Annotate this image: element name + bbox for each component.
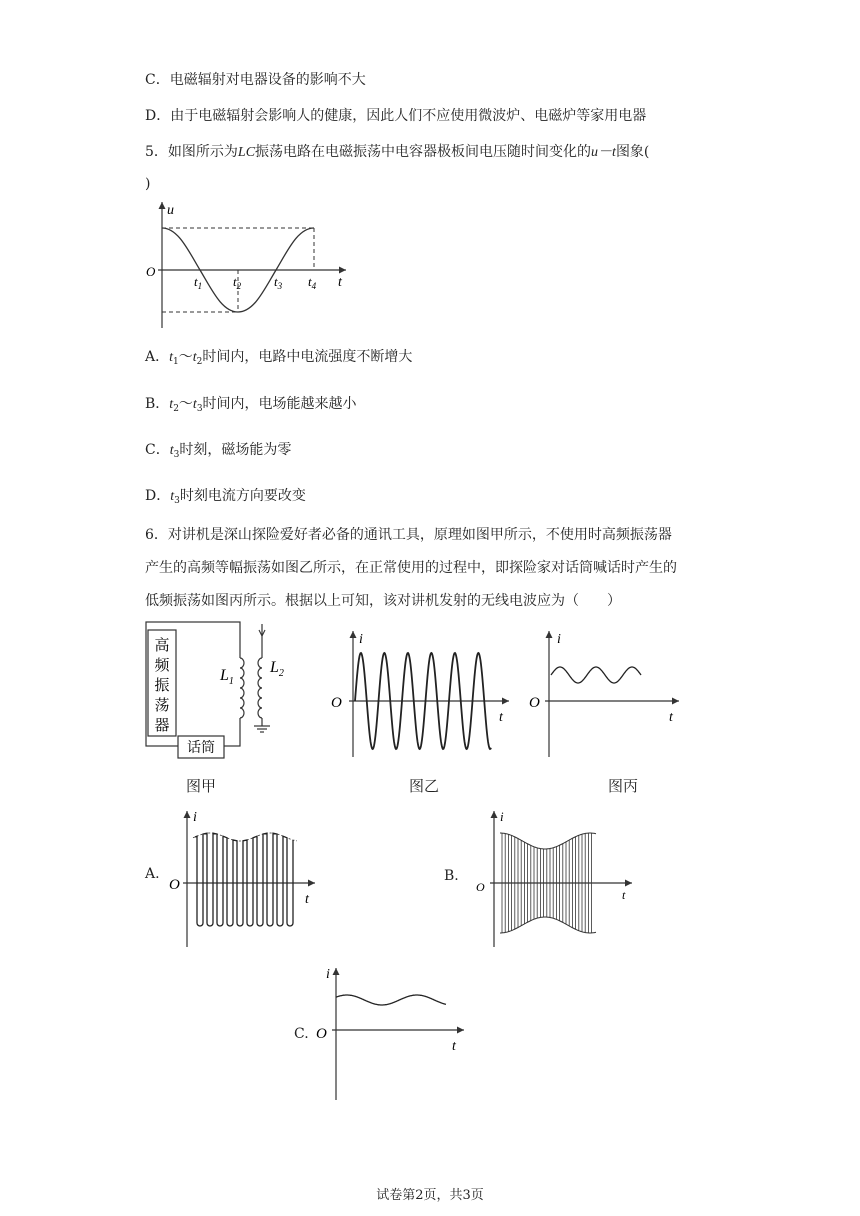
l1-label: $L_1$	[220, 667, 234, 687]
inductor-l2	[258, 658, 262, 718]
opt-b-i-label: i	[500, 809, 504, 824]
opt-c-wave	[336, 995, 446, 1005]
fig-bing-graph	[525, 625, 685, 760]
fig-yi-t-label: t	[499, 710, 503, 725]
opt-a-origin-label: O	[169, 877, 180, 893]
opt-c-origin-label: O	[316, 1026, 327, 1042]
q5-t-label: t	[338, 275, 342, 290]
oscillator-char-2: 频	[154, 658, 170, 674]
q4-option-c: C．电磁辐射对电器设备的影响不大	[145, 72, 366, 88]
opt-c-t-label: t	[452, 1039, 456, 1054]
opt-b-origin-label: O	[476, 880, 485, 894]
opt-b-t-label: t	[622, 888, 626, 902]
q6-stem-line2: 产生的高频等幅振荡如图乙所示，在正常使用的过程中，即探险家对话筒喊话时产生的	[145, 560, 677, 576]
fig-jia-caption: 图甲	[186, 777, 217, 795]
q5-option-b-sub1: 2	[173, 404, 179, 414]
q5-option-a-text: 时间内，电路中电流强度不断增大	[202, 349, 413, 365]
q5-option-a-var1: t	[169, 350, 174, 365]
q5-t1-label: $t_1$	[194, 274, 203, 291]
q5-option-b	[145, 394, 357, 419]
q5-option-a-var2: t	[192, 350, 197, 365]
fig-bing-t-label: t	[669, 710, 673, 725]
q5-t4-label: $t_4$	[308, 274, 317, 291]
opt-a-wave	[195, 833, 293, 926]
q5-u-label: u	[167, 203, 174, 218]
fig-yi-origin-label: O	[331, 695, 342, 711]
q5-t2-label: $t_2$	[233, 274, 242, 291]
q5-option-d-letter: D．	[145, 488, 171, 504]
q5-stem-post: 图象(	[615, 144, 650, 160]
q5-option-a-letter: A．	[145, 349, 170, 365]
q5-t3-label: $t_3$	[274, 274, 283, 291]
ground-icon	[254, 726, 270, 732]
oscillator-char-1: 高	[154, 638, 170, 654]
q6-stem-line1: 6．对讲机是深山探险爱好者必备的通讯工具，原理如图甲所示，不使用时高频振荡器	[145, 527, 672, 543]
q6-option-b-graph	[470, 805, 640, 950]
q5-option-b-var2: t	[192, 397, 197, 412]
opt-c-i-label: i	[326, 967, 330, 982]
q5-option-c	[145, 440, 291, 465]
q5-option-a-sub2: 2	[196, 357, 203, 367]
q5-option-c-text: 时刻，磁场能为零	[179, 442, 292, 458]
q5-ut-graph	[140, 198, 360, 338]
q5-option-c-letter: C．	[145, 442, 170, 458]
q5-stem-ut: u－t	[591, 145, 616, 160]
opt-a-t-label: t	[305, 892, 309, 907]
fig-bing-i-label: i	[557, 632, 561, 647]
q5-option-b-letter: B．	[145, 396, 170, 412]
fig-bing-wave	[551, 667, 641, 683]
q5-option-d-var: t	[170, 489, 175, 504]
fig-yi-caption: 图乙	[409, 777, 440, 795]
oscillator-char-5: 器	[154, 718, 170, 734]
q5-stem	[145, 142, 649, 163]
q5-option-c-var: t	[169, 443, 174, 458]
q5-origin-label: O	[146, 264, 156, 279]
q6-option-c-graph	[312, 962, 472, 1102]
fig-yi-graph	[325, 625, 515, 760]
microphone-label: 话筒	[187, 741, 215, 756]
q5-stem-pre: 5．如图所示为	[145, 144, 238, 160]
q5-option-a-sub1: 1	[173, 357, 179, 367]
q6-option-b-letter: B.	[444, 868, 459, 884]
fig-bing-origin-label: O	[529, 695, 540, 711]
fig-yi-i-label: i	[359, 632, 363, 647]
q5-option-a-sep: ～	[178, 349, 193, 365]
q5-option-b-var1: t	[169, 397, 174, 412]
q6-stem-line3: 低频振荡如图丙所示。根据以上可知，该对讲机发射的无线电波应为（ ）	[145, 593, 621, 609]
q6-option-a-graph	[165, 805, 320, 950]
fig-bing-caption: 图丙	[608, 777, 639, 795]
q5-stem-lc: LC	[237, 145, 256, 160]
q5-option-d	[145, 486, 306, 511]
oscillator-char-4: 荡	[154, 698, 170, 714]
q5-option-a	[145, 347, 412, 372]
l2-label: $L_2$	[270, 659, 284, 679]
q5-option-d-sub: 3	[174, 496, 180, 506]
q5-option-d-text: 时刻电流方向要改变	[179, 488, 306, 504]
q5-stem-close: )	[145, 176, 151, 192]
page-footer: 试卷第2页，共3页	[376, 1188, 484, 1203]
q5-stem-mid: 振荡电路在电磁振荡中电容器极板间电压随时间变化的	[255, 144, 592, 160]
fig-jia-circuit	[140, 620, 290, 760]
q6-option-c-letter: C.	[294, 1026, 309, 1042]
q5-option-c-sub: 3	[173, 450, 180, 460]
q6-option-a-letter: A.	[145, 866, 160, 882]
opt-a-i-label: i	[193, 810, 197, 825]
q5-option-b-sep: ～	[178, 396, 193, 412]
q4-option-d: D．由于电磁辐射会影响人的健康，因此人们不应使用微波炉、电磁炉等家用电器	[145, 108, 647, 124]
q5-option-b-sub2: 3	[196, 404, 203, 414]
q5-option-b-text: 时间内，电场能越来越小	[202, 396, 357, 412]
oscillator-char-3: 振	[154, 678, 170, 694]
